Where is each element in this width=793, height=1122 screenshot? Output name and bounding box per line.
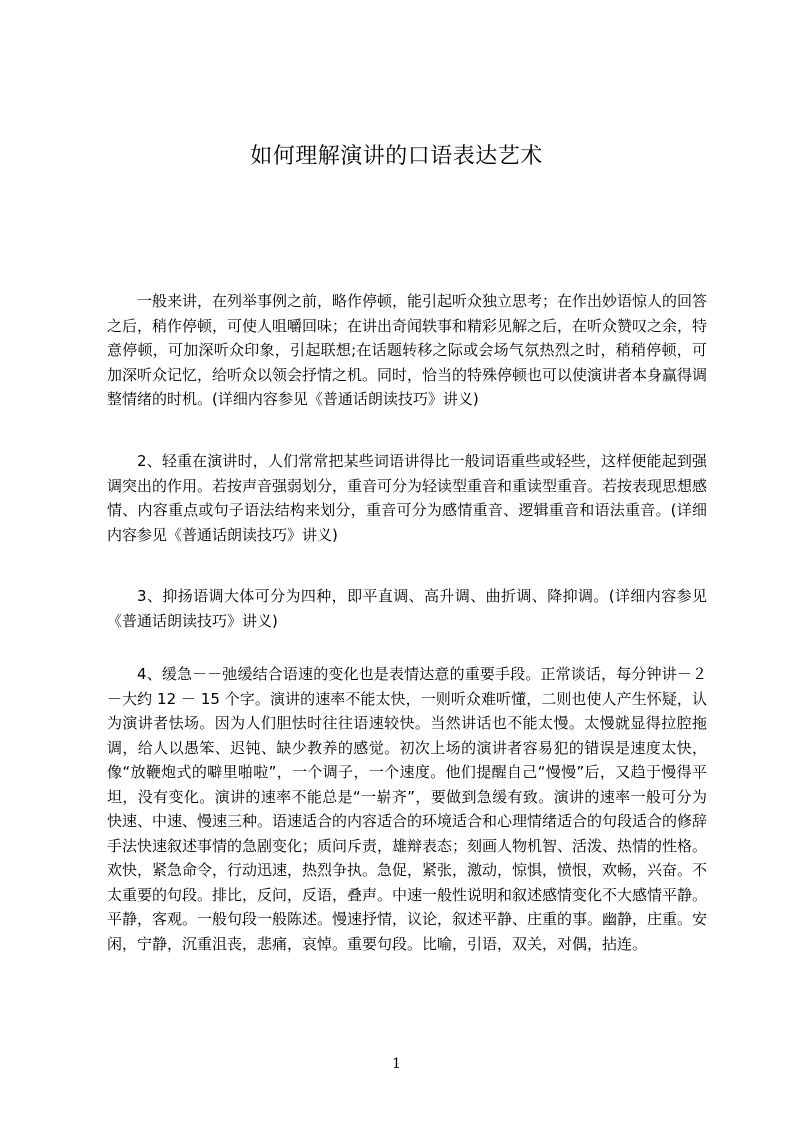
- paragraph-intonation: 3、抑扬语调大体可分为四种，即平直调、高升调、曲折调、降抑调。(详细内容参见《普通话朗读技巧》讲义): [107, 587, 707, 630]
- page-number: 1: [392, 1056, 401, 1072]
- paragraph-speed: 4、缓急－－弛缓结合语速的变化也是表情达意的重要手段。正常谈话，每分钟讲－２－大约 12 － 15 个字。演讲的速率不能太快，一则听众难听懂，二则也使人产生怀疑，认为演讲者怯场。因为人们胆怯时往往语速较快。当然讲话也不能太慢。太慢就显得拉腔拖调，给人以愚笨、迟钝、缺少教养的感觉。初次上场的演讲者容易犯的错误是速度太快，像“放鞭炮式的噼里啪啦”，一个调子，一个速度。他们提醒自己“慢慢”后，又趋于慢得平坦，没有变化。演讲的速率不能总是“一崭齐”，要做到急缓有致。演讲的速率一般可分为快速、中速、慢速三种。语速适合的内容适合的环境适合和心理情绪适合的句段适合的修辞手法快速叙述事情的急剧变化；质问斥责，雄辩表态；刻画人物机智、活泼、热情的性格。欢快，紧急命令，行动迅速，热烈争执。急促，紧张，激动，惊惧，愤恨，欢畅，兴奋。不太重要的句段。排比，反问，反语，叠声。中速一般性说明和叙述感情变化不大感情平静。平静，客观。一般句段一般陈述。慢速抒情，议论，叙述平静、庄重的事。幽静，庄重。安闲，宁静，沉重沮丧，悲痛，哀悼。重要句段。比喻，引语，双关，对偶，拈连。: [107, 665, 708, 953]
- paragraph-pause: 一般来讲，在列举事例之前，略作停顿，能引起听众独立思考；在作出妙语惊人的回答之后，稍作停顿，可使人咀嚼回味；在讲出奇闻轶事和精彩见解之后，在听众赞叹之余，特意停顿，可加深听众印象，引起联想;在话题转移之际或会场气氛热烈之时，稍稍停顿，可加深听众记忆，给听众以领会抒情之机。同时，恰当的特殊停顿也可以使演讲者本身赢得调整情绪的时机。(详细内容参见《普通话朗读技巧》讲义): [107, 292, 708, 408]
- paragraph-stress: 2、轻重在演讲时，人们常常把某些词语讲得比一般词语重些或轻些，这样便能起到强调突出的作用。若按声音强弱划分，重音可分为轻读型重音和重读型重音。若按表现思想感情、内容重点或句子语法结构来划分，重音可分为感情重音、逻辑重音和语法重音。(详细内容参见《普通话朗读技巧》讲义): [107, 452, 708, 544]
- document-title: 如何理解演讲的口语表达艺术: [250, 144, 543, 169]
